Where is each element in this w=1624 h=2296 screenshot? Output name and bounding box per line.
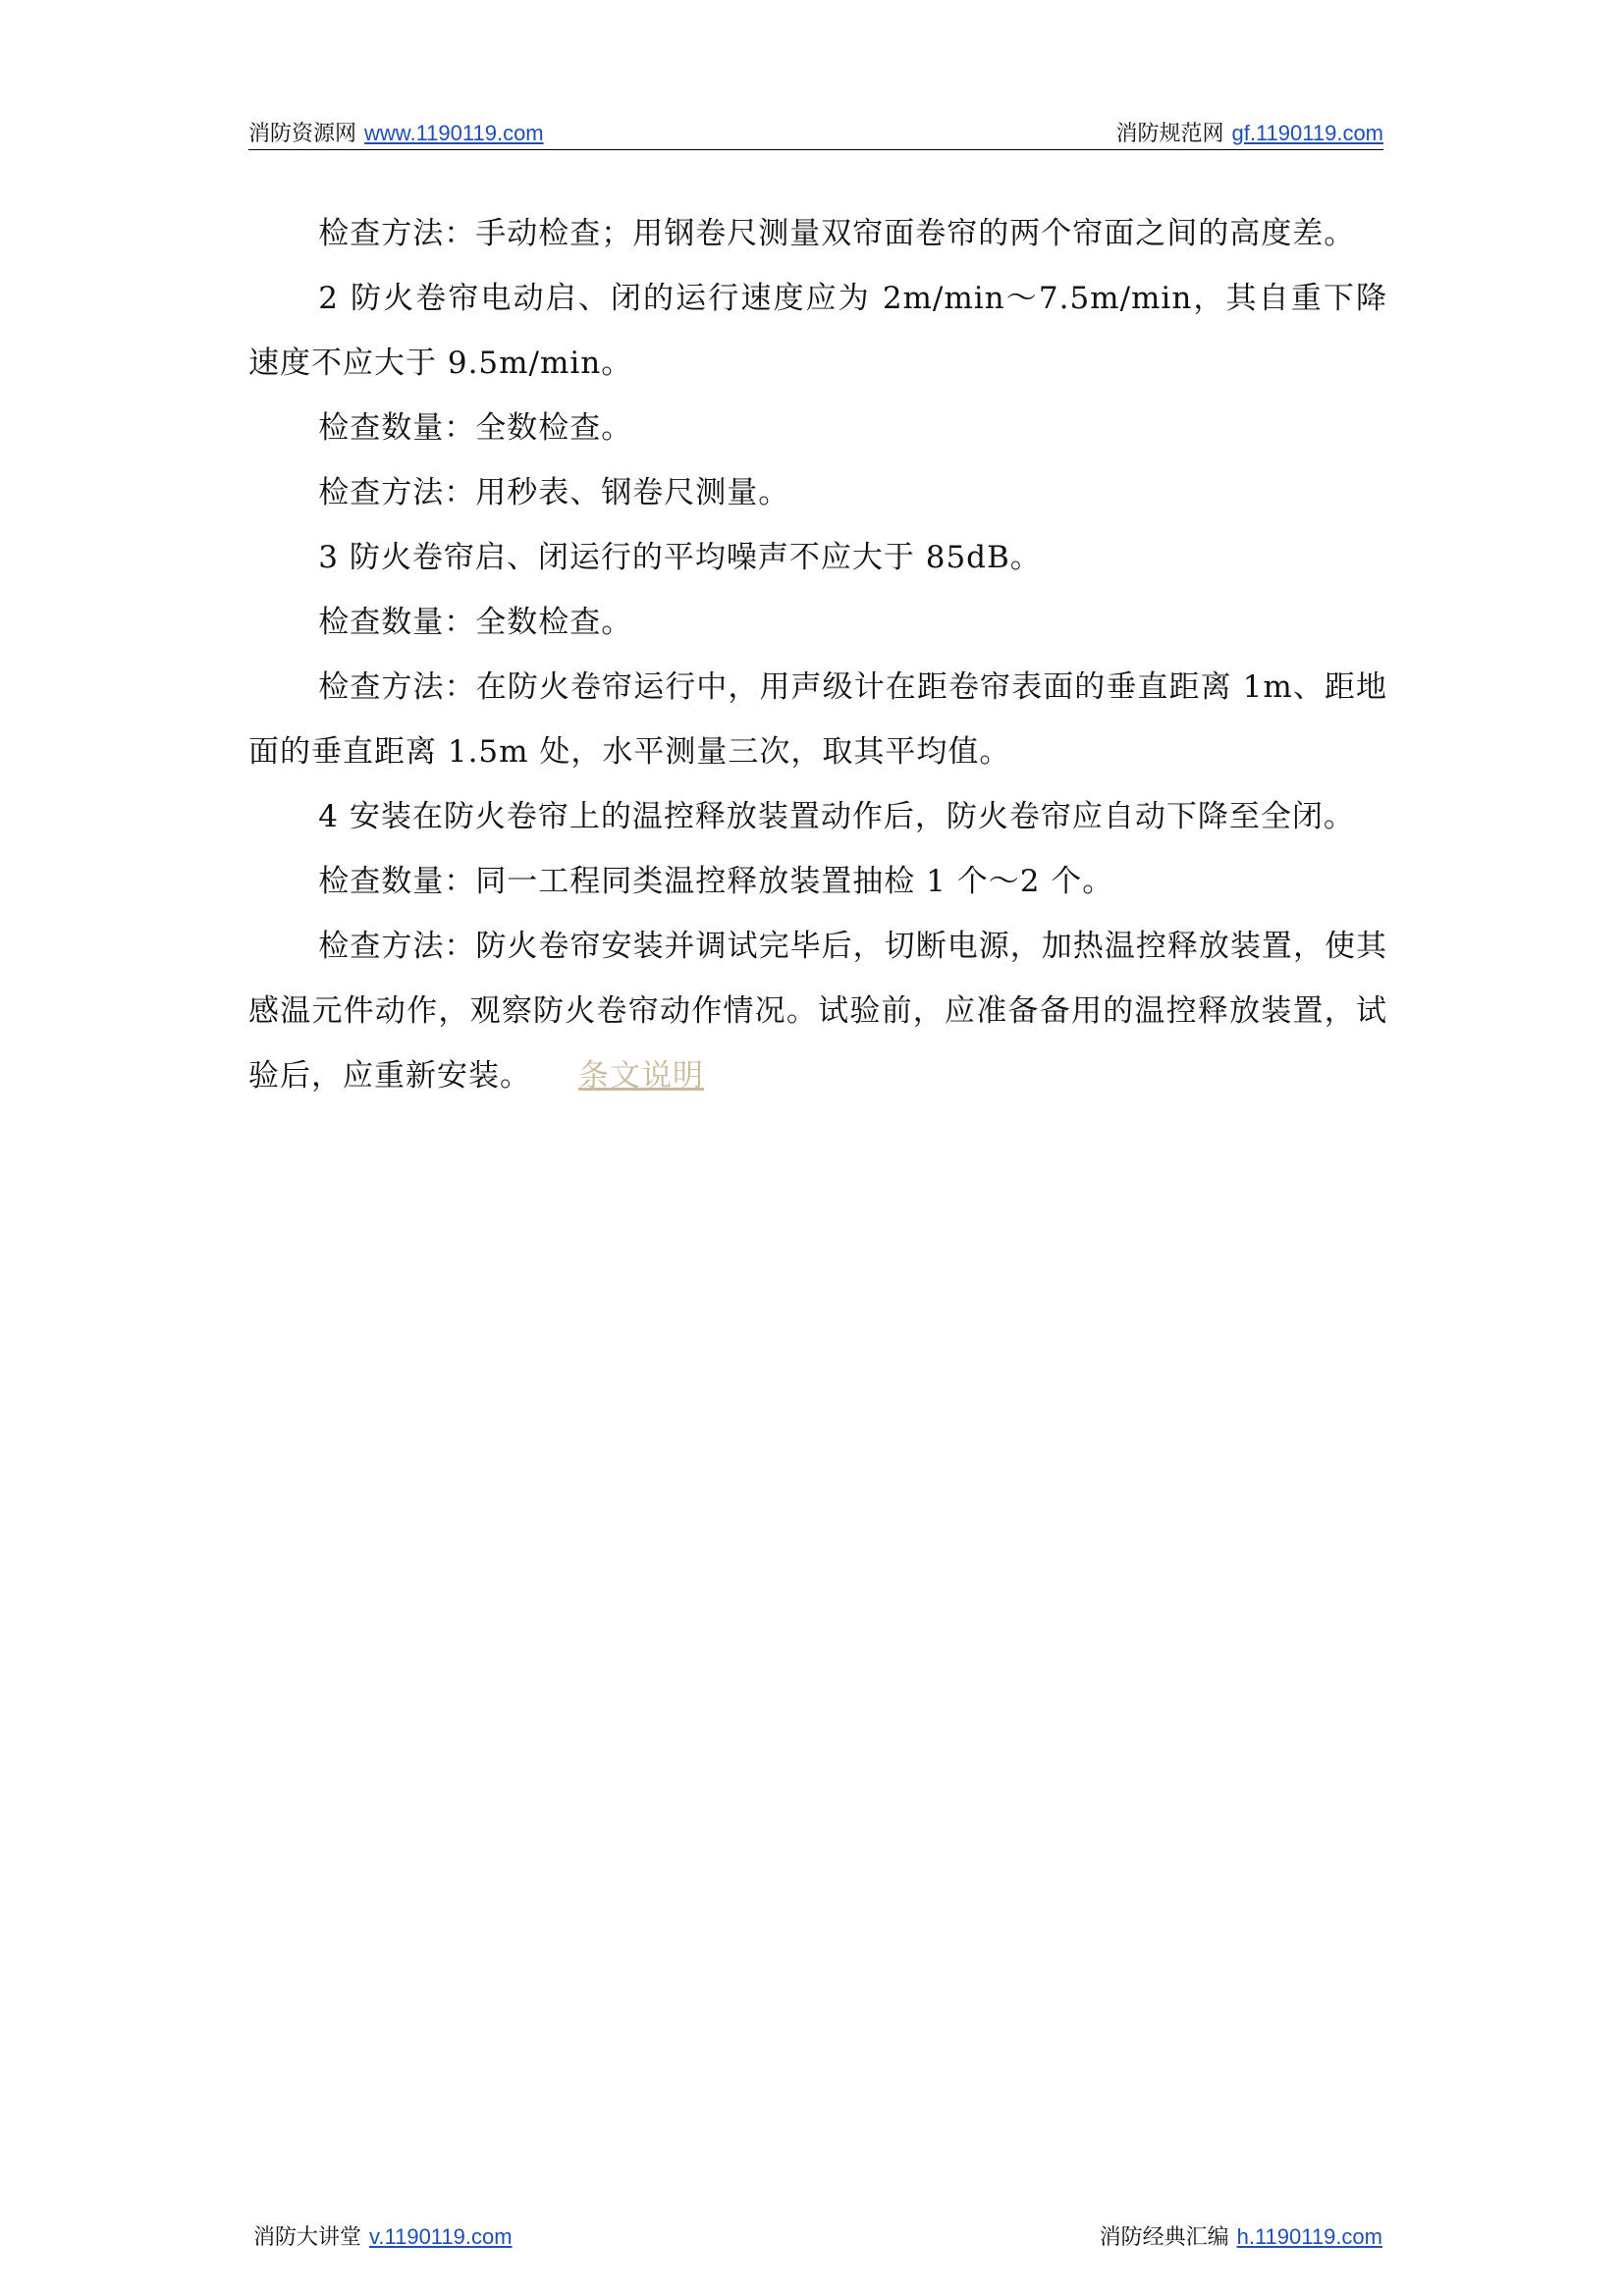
page-header (248, 118, 1383, 150)
header-site-name-right: 消防规范网 (1115, 122, 1224, 146)
paragraph-10 (248, 914, 1387, 1108)
page-footer (253, 2221, 1382, 2253)
header-link-left[interactable]: www.1190119.com (364, 121, 544, 145)
paragraph-7: 检查方法：在防火卷帘运行中，用声级计在距卷帘表面的垂直距离 1m、距地面的垂直距离 1.5m 处，水平测量三次，取其平均值。 (248, 669, 1387, 770)
paragraph-4: 检查方法：用秒表、钢卷尺测量。 (318, 475, 790, 510)
document-body (248, 201, 1387, 1108)
footer-left (253, 2223, 513, 2252)
paragraph-2: 2 防火卷帘电动启、闭的运行速度应为 2m/min～7.5m/min，其自重下降速度不应大于 9.5m/min。 (248, 281, 1387, 381)
footer-link-right[interactable]: h.1190119.com (1236, 2224, 1382, 2249)
paragraph-8: 4 安装在防火卷帘上的温控释放装置动作后，防火卷帘应自动下降至全闭。 (318, 799, 1355, 834)
clause-explanation-link[interactable]: 条文说明 (578, 1058, 704, 1094)
footer-link-left[interactable]: v.1190119.com (369, 2224, 513, 2249)
header-site-name-left: 消防资源网 (248, 122, 357, 146)
footer-site-name-left: 消防大讲堂 (253, 2225, 362, 2250)
footer-right (1100, 2223, 1382, 2252)
footer-site-name-right: 消防经典汇编 (1099, 2225, 1229, 2250)
paragraph-5: 3 防火卷帘启、闭运行的平均噪声不应大于 85dB。 (318, 540, 1042, 575)
paragraph-6: 检查数量：全数检查。 (318, 605, 633, 640)
header-link-right[interactable]: gf.1190119.com (1231, 121, 1383, 145)
paragraph-3: 检查数量：全数检查。 (318, 410, 633, 446)
header-left (248, 120, 544, 148)
paragraph-1: 检查方法：手动检查；用钢卷尺测量双帘面卷帘的两个帘面之间的高度差。 (318, 216, 1356, 251)
header-right (1115, 120, 1383, 148)
paragraph-9: 检查数量：同一工程同类温控释放装置抽检 1 个～2 个。 (318, 864, 1114, 899)
paragraph-10-text: 检查方法：防火卷帘安装并调试完毕后，切断电源，加热温控释放装置，使其感温元件动作，观察防火卷帘动作情况。试验前，应准备备用的温控释放装置，试验后，应重新安装。 (248, 929, 1387, 1094)
